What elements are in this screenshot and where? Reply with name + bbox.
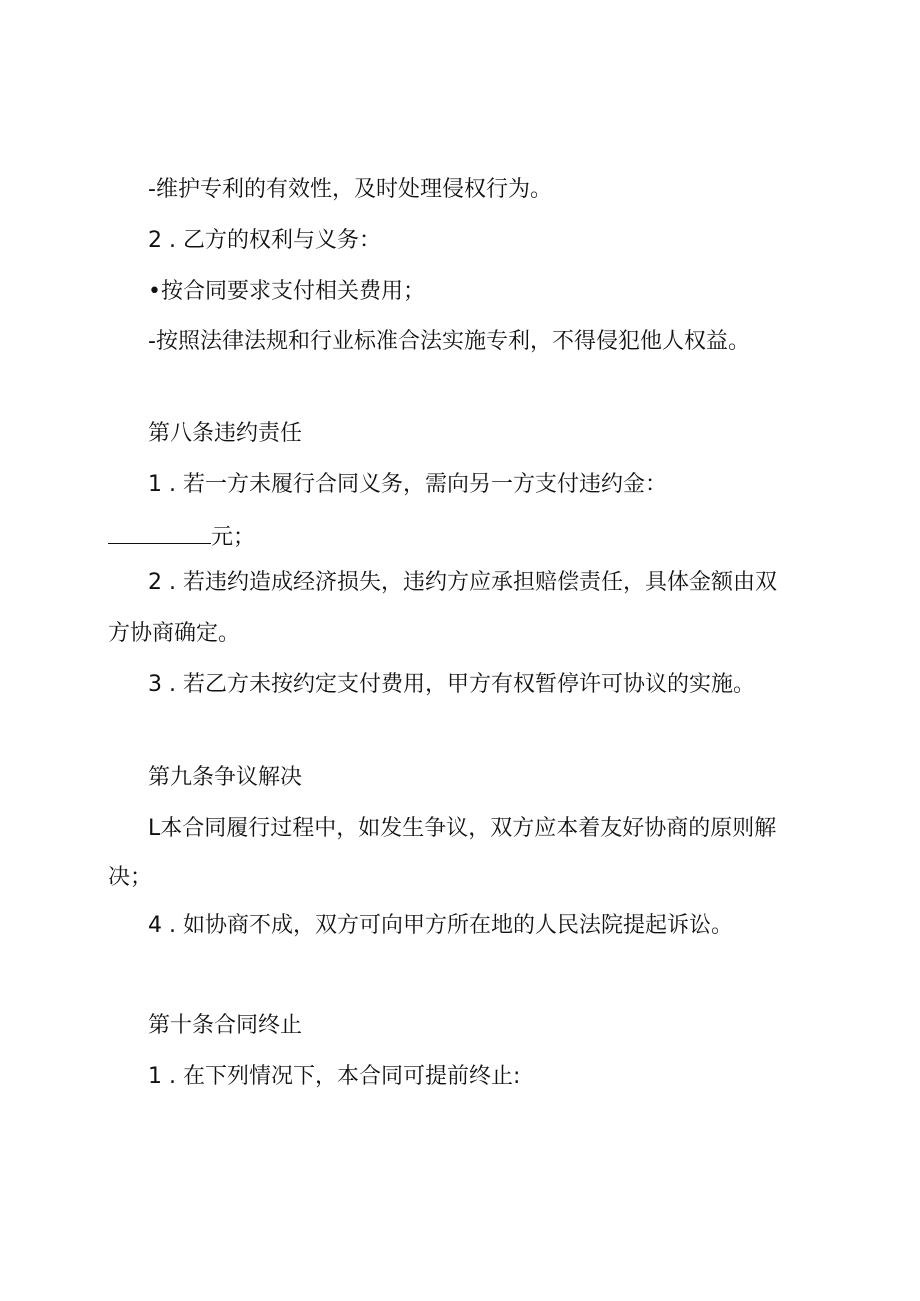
amount-blank-field[interactable] [108,521,211,544]
clause-item: 1 . 若一方未履行合同义务，需向另一方支付违约金： [148,472,667,497]
paragraph-line: -按照法律法规和行业标准合法实施专利，不得侵犯他人权益。 [148,329,750,354]
penalty-amount-line [108,521,255,553]
paragraph-line: -维护专利的有效性，及时处理侵权行为。 [148,177,552,202]
currency-unit: 元； [211,525,256,550]
section-heading-article-8: 第八条违约责任 [148,421,303,446]
clause-item: L本合同履行过程中，如发生争议，双方应本着友好协商的原则解 [148,816,777,841]
section-heading-article-10: 第十条合同终止 [148,1013,303,1038]
clause-item: 2 . 若违约造成经济损失，违约方应承担赔偿责任，具体金额由双 [148,570,777,595]
clause-item: 4 . 如协商不成，双方可向甲方所在地的人民法院提起诉讼。 [148,913,733,938]
clause-item: 3 . 若乙方未按约定支付费用，甲方有权暂停许可协议的实施。 [148,672,755,697]
clause-item: 2 . 乙方的权利与义务： [148,228,381,253]
clause-continuation: 决； [108,865,153,890]
clause-continuation: 方协商确定。 [108,621,241,646]
clause-item: 1 . 在下列情况下，本合同可提前终止: [148,1064,521,1089]
bullet-item: •按合同要求支付相关费用； [148,279,425,304]
section-heading-article-9: 第九条争议解决 [148,765,303,790]
